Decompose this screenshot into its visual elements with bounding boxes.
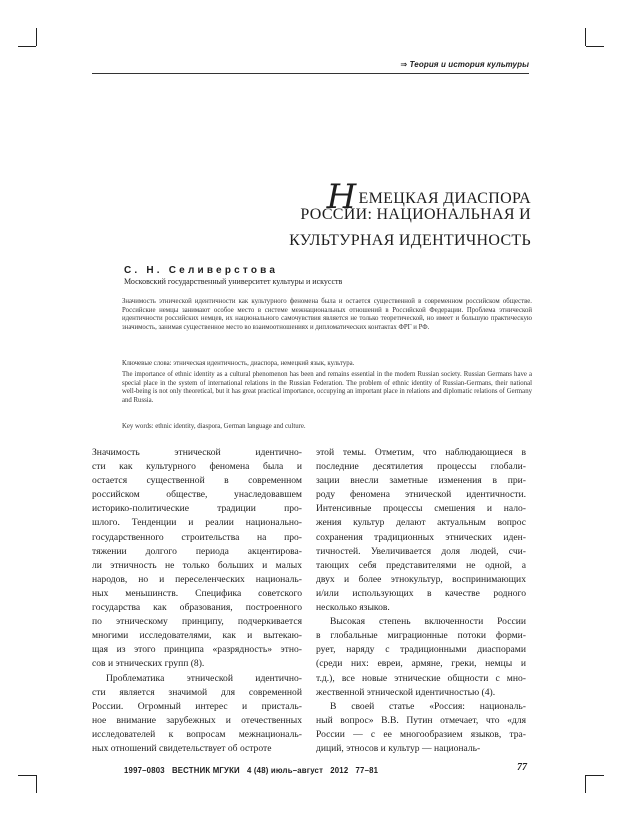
keywords-en: Key words: ethnic identity, diaspora, German language and culture. xyxy=(122,423,306,430)
crop-mark xyxy=(586,46,604,47)
body-line: по этническому принципу, подчеркивается xyxy=(92,616,302,628)
body-line: Интенсивные процессы смешения и нало- xyxy=(316,503,526,515)
body-line: жения культур делают актуальным вопрос xyxy=(316,517,526,529)
body-line: многими исследователями, как и вытекаю- xyxy=(92,630,302,642)
body-line: В своей статье «Россия: националь- xyxy=(330,700,526,712)
abstract-ru: Значимость этнической идентичности как культурного феномена была и остается существенной в современном российском обществе. Российские немцы занимают особое место в системе межнациональных отношений в Российской Федерации. Проблема этнической идентичности российских немцев, их национального самочувствия является не только теоретической, но имеет и большую практическую значимость, занимая существенное место во взаимоотношениях и дипломатических контактах ФРГ и РФ. xyxy=(122,298,532,331)
body-line: сти является значимой для современной xyxy=(92,686,302,698)
title-dropcap: Н xyxy=(326,177,357,217)
journal-footer xyxy=(124,766,378,775)
body-line: щая из этого принципа «разрядность» этно- xyxy=(92,644,302,656)
body-line: двух и более этнокультур, воспринимающих xyxy=(316,573,526,585)
body-line: России. Огромный интерес и присталь- xyxy=(92,700,302,712)
article-title-line-2: РОССИИ: НАЦИОНАЛЬНАЯ И xyxy=(300,206,531,223)
footer-year: 2012 xyxy=(330,766,349,775)
crop-mark xyxy=(585,775,586,793)
body-line: этой темы. Отметим, что наблюдающиеся в xyxy=(316,447,526,458)
body-line: государственного строительства на про- xyxy=(92,531,302,543)
body-line: последние десятилетия процессы глобали- xyxy=(316,461,526,473)
body-line: остается существенной в современном xyxy=(92,475,302,487)
body-line: тичностей. Увеличивается доля людей, счи- xyxy=(316,545,526,557)
body-line: в глобальные миграционные потоки форми- xyxy=(316,630,526,642)
body-column-right xyxy=(316,446,526,756)
footer-journal: ВЕСТНИК МГУКИ xyxy=(171,766,240,775)
body-line: ных меньшинств. Специфика советского xyxy=(92,587,302,599)
crop-mark xyxy=(18,46,36,47)
body-line: сти как культурного феномена была и xyxy=(92,461,302,473)
body-line: т.д.), все новые этнические общности с мно- xyxy=(316,672,526,684)
abstract-en: The importance of ethnic identity as a cultural phenomenon has been and remains essential in the modern Russian society. Russian Germans have a special place in the system of international relations in the Russian Federation. The problem of ethnic identity of Russian-Germans, their national well-being is not only theoretical, but it has great practical importance, occupying an important place in relations and diplomatic relations of Germany and Russia. xyxy=(122,371,532,404)
body-line: роду феномена этнической идентичности. xyxy=(316,489,526,501)
body-line: несколько языков. xyxy=(316,602,390,614)
body-line: рует, наряду с традиционными диаспорами xyxy=(316,644,526,656)
body-line: тающих себя представителями не одной, а xyxy=(316,559,526,571)
body-line: ный вопрос» В.В. Путин отмечает, что «для xyxy=(316,714,526,726)
body-line: (среди них: евреи, армяне, греки, немцы и xyxy=(316,658,526,670)
footer-pages: 77–81 xyxy=(355,766,379,775)
crop-mark xyxy=(585,28,586,46)
footer-issn: 1997–0803 xyxy=(124,766,165,775)
body-line: зации внесли заметные изменения в при- xyxy=(316,475,526,487)
body-line: и/или использующих в качестве родного xyxy=(316,587,526,599)
author-name: С. Н. Селиверстова xyxy=(124,265,279,276)
author-affiliation: Московский государственный университет культуры и искусств xyxy=(124,277,343,286)
body-line: государства как образования, построенного xyxy=(92,602,302,614)
body-line: Высокая степень включенности России xyxy=(330,616,526,628)
body-line: ное внимание зарубежных и отечественных xyxy=(92,714,302,726)
body-line: тяжении долгого периода акцентирова- xyxy=(92,545,302,557)
keywords-ru: Ключевые слова: этническая идентичность, диаспора, немецкий язык, культура. xyxy=(122,360,355,367)
body-line: российском обществе, унаследовавшем xyxy=(92,489,302,501)
body-line: ли этничность не только больших и малых xyxy=(92,559,302,571)
crop-mark xyxy=(36,28,37,46)
title-text: ЕМЕЦКАЯ ДИАСПОРА xyxy=(358,190,531,207)
crop-mark xyxy=(586,775,604,776)
header-rule xyxy=(92,73,529,74)
article-title-line-3: КУЛЬТУРНАЯ ИДЕНТИЧНОСТЬ xyxy=(289,232,531,249)
crop-mark xyxy=(36,775,37,793)
body-line: Значимость этнической идентично- xyxy=(92,447,302,458)
body-line: исследователей к вопросам межнациональ- xyxy=(92,728,302,740)
body-line: Проблематика этнической идентично- xyxy=(106,672,302,684)
footer-issue: 4 (48) июль–август xyxy=(246,766,324,775)
body-line: сохранения традиционных этнических иден- xyxy=(316,531,526,543)
page-number: 77 xyxy=(517,762,527,773)
body-line: диций, этносов и культур — националь- xyxy=(316,742,481,754)
body-line: сов и этнических групп (8). xyxy=(92,658,205,670)
body-line: России — с ее многообразием языков, тра- xyxy=(316,728,526,740)
body-line: жественной этнической идентичностью (4). xyxy=(316,686,496,698)
body-column-left xyxy=(92,446,302,756)
crop-mark xyxy=(18,775,36,776)
section-header: ⇒ Теория и история культуры xyxy=(400,60,529,69)
body-line: ных отношений свидетельствует об остроте xyxy=(92,742,272,754)
body-line: народов, но и переселенческих националь- xyxy=(92,573,302,585)
body-line: историко-политические традиции про- xyxy=(92,503,302,515)
body-line: шлого. Тенденции и реалии национально- xyxy=(92,517,302,529)
